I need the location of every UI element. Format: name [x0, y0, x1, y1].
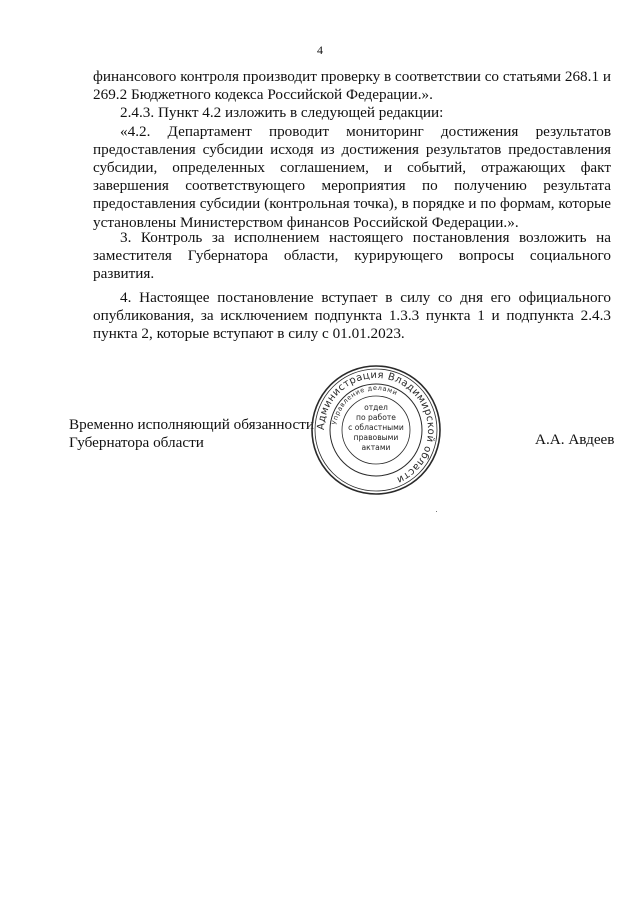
page-number: 4	[317, 43, 323, 57]
paragraph-continuation: финансового контроля производит проверку в соответствии со статьями 268.1 и 269.2 Бюджетного кодекса Российской Федерации.».	[93, 68, 611, 104]
signatory-position-line-2: Губернатора области	[69, 434, 204, 451]
paragraph-3: 3. Контроль за исполнением настоящего постановления возложить на заместителя Губернатора области, курирующего вопросы социального развития.	[93, 229, 611, 283]
signatory-name: А.А. Авдеев	[535, 431, 615, 448]
svg-text:Администрация Владимирской обл: Администрация Владимирской области	[315, 369, 437, 486]
paragraph-quoted-4-2: «4.2. Департамент проводит мониторинг достижения результатов предоставления субсидии исходя из достижения результатов предоставления субсидии, определенных соглашением, и событий, отражающих факт завершения соответствующего мероприятия по получению результата предоставления субсидии (контрольная точка), в порядке и по формам, которые установлены Министерством финансов Российской Федерации.».	[93, 122, 611, 231]
signatory-position	[69, 416, 314, 452]
svg-text:Управление делами: Управление делами	[330, 383, 400, 426]
scan-speck	[436, 511, 437, 512]
svg-text:актами: актами	[361, 443, 391, 452]
svg-text:отдел: отдел	[364, 403, 388, 412]
svg-text:правовыми: правовыми	[353, 433, 399, 442]
signatory-position-line-1: Временно исполняющий обязанности	[69, 416, 315, 433]
official-stamp	[309, 363, 443, 497]
paragraph-control	[93, 229, 611, 284]
amendment-paragraphs	[93, 68, 611, 232]
paragraph-4: 4. Настоящее постановление вступает в силу со дня его официального опубликования, за исключением подпункта 1.3.3 пункта 1 и подпункта 2.4.3 пункта 2, которые вступают в силу с 01.01.2023.	[93, 289, 611, 343]
paragraph-effective-date	[93, 289, 611, 344]
svg-text:с областными: с областными	[348, 423, 404, 432]
svg-text:по работе: по работе	[356, 413, 396, 422]
paragraph-item-2-4-3: 2.4.3. Пункт 4.2 изложить в следующей редакции:	[120, 104, 444, 122]
